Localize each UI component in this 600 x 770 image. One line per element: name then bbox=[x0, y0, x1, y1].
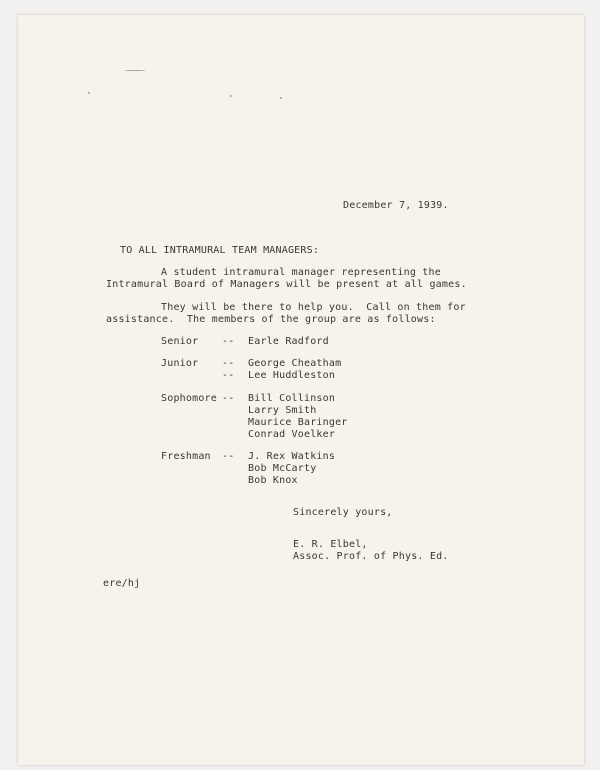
member-name: Bob McCarty bbox=[248, 463, 317, 474]
paper-speck bbox=[230, 95, 232, 97]
class-label-freshman: Freshman bbox=[161, 451, 211, 462]
class-dash-sophomore: -- bbox=[222, 393, 235, 404]
typist-initials: ere/hj bbox=[103, 578, 141, 589]
letter-date: December 7, 1939. bbox=[343, 200, 449, 211]
member-name: Maurice Baringer bbox=[248, 417, 348, 428]
paper-speck bbox=[88, 92, 90, 94]
member-name: George Cheatham bbox=[248, 358, 342, 369]
member-name: Lee Huddleston bbox=[248, 370, 336, 381]
member-name: Larry Smith bbox=[248, 405, 317, 416]
paper-speck bbox=[280, 97, 282, 99]
paragraph1-line2: Intramural Board of Managers will be present at all games. bbox=[106, 279, 467, 290]
class-label-junior: Junior bbox=[161, 358, 199, 369]
paragraph2-line2: assistance. The members of the group are as follows: bbox=[106, 314, 436, 325]
member-name: Conrad Voelker bbox=[248, 429, 336, 440]
signer-name: E. R. Elbel, bbox=[293, 539, 368, 550]
paper-speck bbox=[124, 70, 146, 71]
signer-title: Assoc. Prof. of Phys. Ed. bbox=[293, 551, 449, 562]
member-name: Bob Knox bbox=[248, 475, 298, 486]
paragraph2-line1: They will be there to help you. Call on them for bbox=[161, 302, 466, 313]
class-dash-freshman: -- bbox=[222, 451, 235, 462]
member-name: Earle Radford bbox=[248, 336, 329, 347]
paragraph1-line1: A student intramural manager representing the bbox=[161, 267, 441, 278]
class-dash-senior: -- bbox=[222, 336, 235, 347]
salutation: TO ALL INTRAMURAL TEAM MANAGERS: bbox=[120, 245, 320, 256]
class-dash-junior: -- bbox=[222, 358, 235, 369]
class-dash-junior-2: -- bbox=[222, 370, 235, 381]
class-label-senior: Senior bbox=[161, 336, 199, 347]
member-name: J. Rex Watkins bbox=[248, 451, 336, 462]
class-label-sophomore: Sophomore bbox=[161, 393, 217, 404]
letter-page bbox=[18, 15, 584, 765]
closing: Sincerely yours, bbox=[293, 507, 393, 518]
member-name: Bill Collinson bbox=[248, 393, 336, 404]
